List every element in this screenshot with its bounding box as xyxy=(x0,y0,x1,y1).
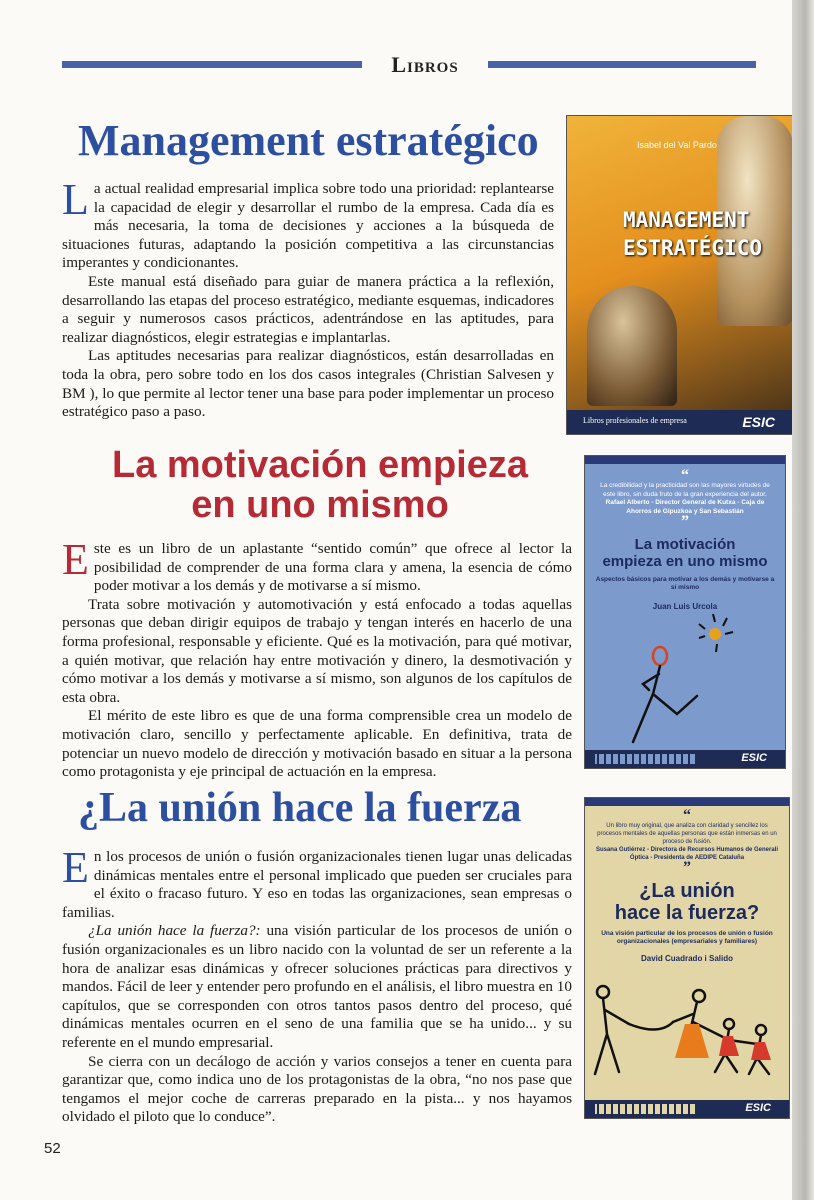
article-2-body xyxy=(62,535,572,782)
barcode xyxy=(595,754,695,764)
article-1-body xyxy=(62,175,554,422)
cover-footer-bar xyxy=(585,1100,789,1118)
article-3-heading: ¿La unión hace la fuerza xyxy=(78,785,522,831)
article-1-dropcap: L xyxy=(62,175,89,224)
article-2-dropcap: E xyxy=(62,535,89,584)
section-rule-left xyxy=(62,61,362,68)
article-1-heading: Management estratégico xyxy=(78,116,539,165)
book-cover-la-motivacion xyxy=(584,455,786,769)
barcode xyxy=(595,1104,695,1114)
cover-title: ¿La unión hace la fuerza? xyxy=(614,880,760,924)
stick-figure-sun-illustration xyxy=(615,614,765,744)
article-3-italic-lead: ¿La unión hace la fuerza?: xyxy=(88,922,261,940)
chess-piece-image xyxy=(587,286,677,406)
publisher-logo: ESIC xyxy=(741,752,767,764)
article-2-paragraph-3: El mérito de este libro es que de una forma comprensible crea un modelo de motivación claro, sencillo y perfectamente aplicable. En definitiva, trata de potenciar un nuevo modelo de dirección y motivación basado en situar a la persona como protagonista y eje principal de actuación en la empresa. xyxy=(62,707,572,781)
article-1-paragraph-2: Este manual está diseñado para guiar de manera práctica a la reflexión, desarrollando las etapas del proceso estratégico, mediante esquemas, indicadores a seguir y numerosos casos prácticos, adentrándose en las aptitudes, para realizar diagnósticos, elegir estrategias e implantarlas. xyxy=(62,272,554,346)
article-2-paragraph-2: Trata sobre motivación y automotivación y está enfocado a todas aquellas personas que deban dirigir equipos de trabajo y tengan interés en hacerlo de una forma profesional, responsable y eficiente. Qué es la motivación, para qué motivar, a quién motivar, que relación hay entre motivación y dinero, la desmotivación y cómo motivar a los demás y motivarse a sí mismo, son algunos de los capítulos de esta obra. xyxy=(62,595,572,706)
publisher-logo: ESIC xyxy=(742,414,775,430)
cover-subtitle: Una visión particular de los procesos de unión o fusión organizacionales (empresariales y familiares) xyxy=(601,930,773,945)
page-edge xyxy=(792,0,814,1200)
book-cover-management-estrategico xyxy=(566,115,794,435)
article-1-paragraph-3: Las aptitudes necesarias para realizar diagnósticos, están desarrolladas en toda la obra, pero sobre todo en los dos casos integrales (Christian Salvesen y BM ), lo que permite al lector tener una base para poder implementar un proceso estratégico paso a paso. xyxy=(62,347,554,421)
cover-collection: Libros profesionales de empresa xyxy=(583,416,687,425)
page-number: 52 xyxy=(44,1140,61,1157)
article-2-paragraph-1: Este es un libro de un aplastante “sentido común” que ofrece al lector la posibilidad de comprender de una forma clara y amena, la esencia de cómo poder motivar a los demás y de motivarse a sí mismo. xyxy=(62,535,572,595)
book-cover-la-union-hace-la-fuerza xyxy=(584,797,790,1119)
article-3-dropcap: E xyxy=(62,843,89,892)
publisher-logo: ESIC xyxy=(745,1102,771,1114)
article-3-paragraph-1: En los procesos de unión o fusión organizacionales tienen lugar unas delicadas dinámicas mentales entre el personal implicado que pueden ser cruciales para el éxito o fracaso futuro. Y eso en todas las organizaciones, sean empresas o familias. xyxy=(62,843,572,921)
cover-footer-bar xyxy=(567,410,793,434)
cover-title: La motivación empieza en uno mismo xyxy=(602,536,768,570)
cover-footer-bar xyxy=(585,750,785,768)
cover-title: MANAGEMENT ESTRATÉGICO xyxy=(623,208,763,260)
cover-quote: “ La credibilidad y la practicidad son las mayores virtudes de este libro, sin duda fruto de la gran experiencia del autor. Rafael Alberto - Director General de Kutxa - Caja de Ahorros de Gipuzkoa y San Sebastián ” xyxy=(600,467,770,530)
cover-author: Juan Luis Urcola xyxy=(652,602,718,611)
cover-subtitle: Aspectos básicos para motivar a los demás y motivarse a sí mismo xyxy=(595,576,775,591)
cover-author: David Cuadrado i Salido xyxy=(640,954,733,963)
cover-author: Isabel del Val Pardo xyxy=(637,140,717,150)
section-title: Libros xyxy=(391,52,459,77)
article-3-paragraph-3: Se cierra con un decálogo de acción y varios consejos a tener en cuenta para garantizar que, como indica uno de los protagonistas de la obra, “no nos pase que tengamos el mejor coche de carreras preparado en la pista... y nos hayamos olvidado el piloto que lo conduce”. xyxy=(62,1052,572,1126)
article-2-heading: La motivación empieza en uno mismo xyxy=(111,444,528,526)
article-1-paragraph-1: La actual realidad empresarial implica sobre todo una prioridad: replantearse la capacidad de elegir y desarrollar el rumbo de la empresa. Cada día es más necesaria, la toma de decisiones y acciones a la búsqueda de situaciones futuras, adaptando la posición competitiva a las circunstancias imperantes y condicionantes. xyxy=(62,175,554,272)
tug-of-war-illustration xyxy=(589,974,785,1094)
article-3-body xyxy=(62,843,572,1127)
cover-quote: “ Un libro muy original, que analiza con claridad y sencillez los procesos mentales de aquellas personas que están inmersas en un proceso de fusión. Susana Gutiérrez - Directora de Recursos Humanos de Generali Óptica - Presidenta de AEDIPE Cataluña ” xyxy=(595,807,779,876)
article-3-paragraph-2: ¿La unión hace la fuerza?: una visión particular de los procesos de unión o fusión organizacionales es un libro nacido con la voluntad de ser un referente a la hora de analizar esas dinámicas y ofrecer soluciones prácticas para directivos y mandos. Fácil de leer y entender pero profundo en el análisis, el libro muestra en 10 capítulos, que se corresponden con otros tantos pasos dentro del proceso, qué dinámicas mentales ocurren en el seno de una familia que se ha unido... y su referente en el mundo empresarial. xyxy=(62,922,572,1051)
section-rule-right xyxy=(488,61,756,68)
